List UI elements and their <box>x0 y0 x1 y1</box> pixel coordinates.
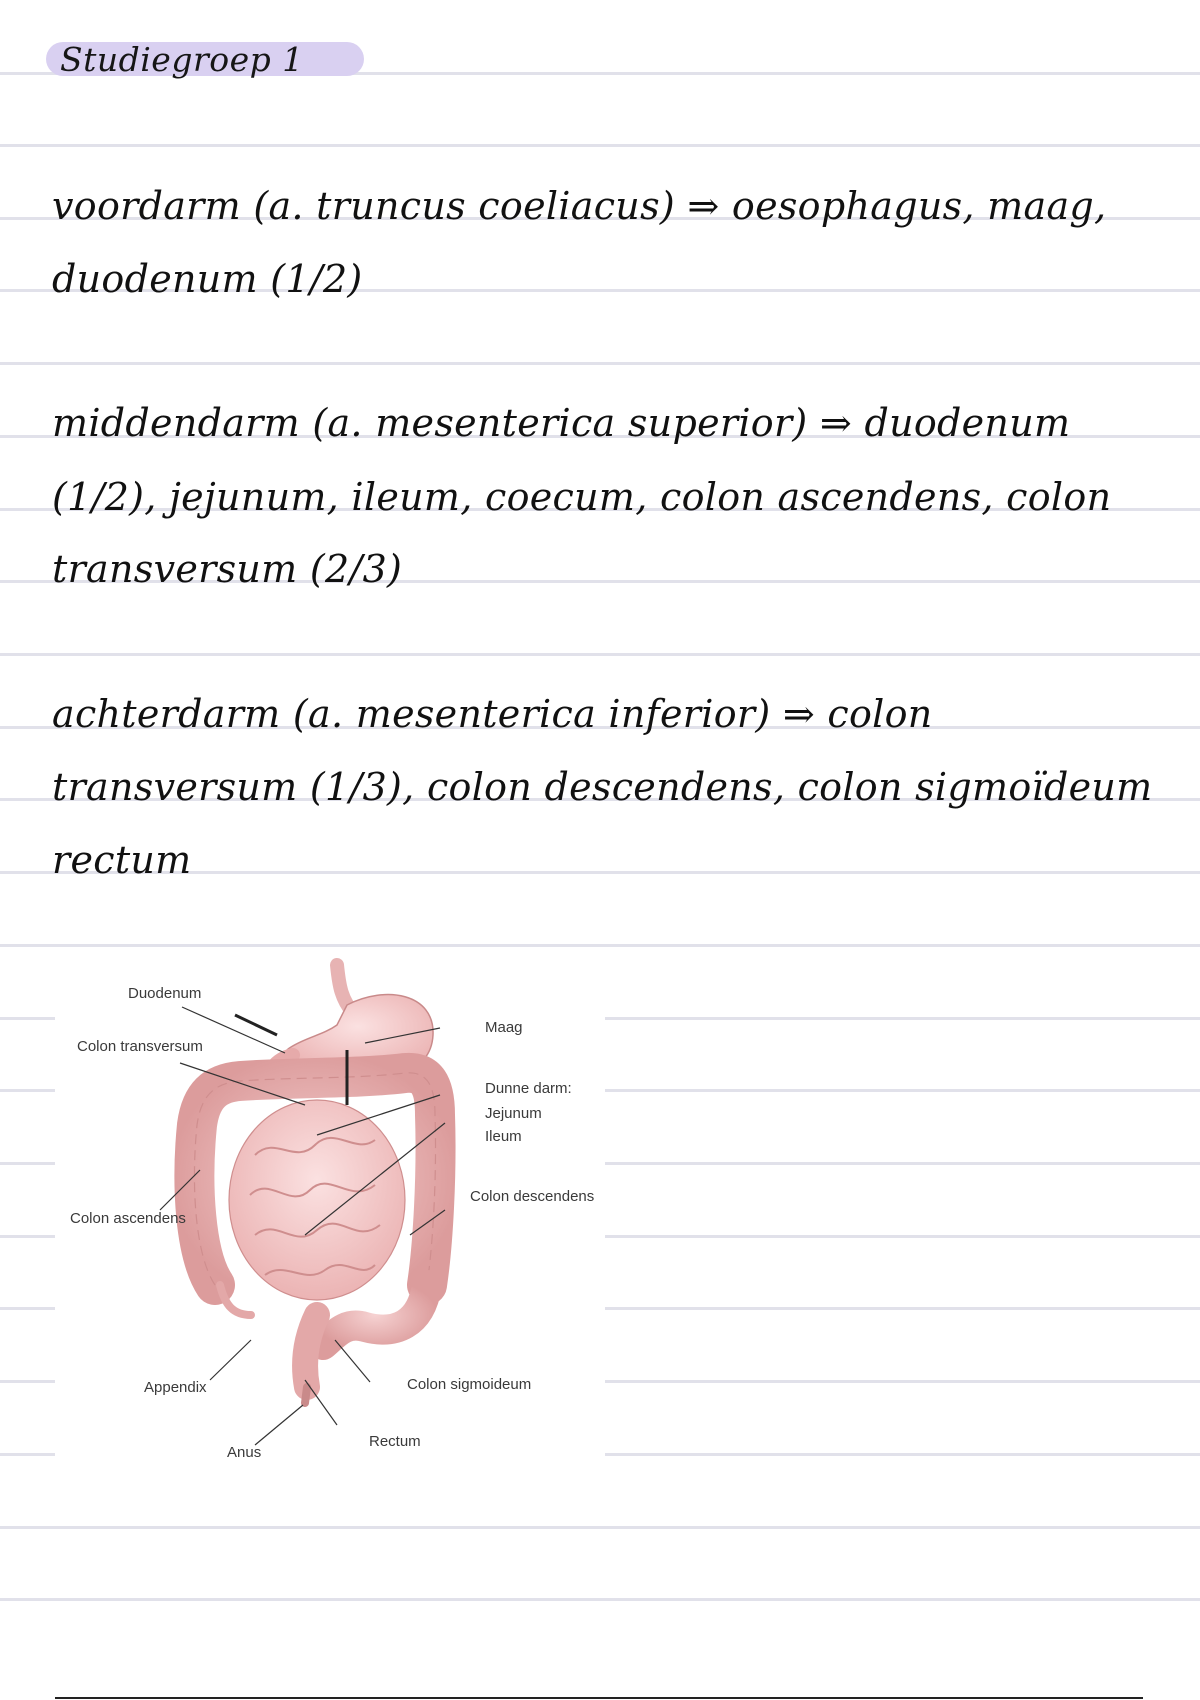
note-line: transversum (1/3), colon descendens, colon sigmoïdeum <box>52 765 1153 809</box>
ruled-line <box>0 653 1200 656</box>
diagram-label-dunne-darm: Dunne darm: <box>485 1080 572 1097</box>
ruled-line <box>0 1598 1200 1601</box>
digestive-tract-figure <box>55 955 605 1475</box>
diagram-label-colon-descendens: Colon descendens <box>470 1188 595 1205</box>
ruled-line <box>0 1526 1200 1529</box>
note-line: duodenum (1/2) <box>52 257 363 301</box>
note-line: rectum <box>52 838 192 882</box>
diagram-label-rectum: Rectum <box>369 1433 421 1450</box>
diagram-label-colon-sigmoideum: Colon sigmoideum <box>407 1376 532 1393</box>
page-title: Studiegroep 1 <box>60 40 304 79</box>
diagram-label-anus: Anus <box>227 1444 262 1461</box>
ruled-line <box>0 944 1200 947</box>
note-line: voordarm (a. truncus coeliacus) ⇒ oesophagus, maag, <box>52 184 1107 228</box>
note-line: transversum (2/3) <box>52 547 403 591</box>
note-line: (1/2), jejunum, ileum, coecum, colon ascendens, colon <box>52 475 1112 519</box>
bottom-divider <box>55 1697 1143 1699</box>
ruled-line <box>0 144 1200 147</box>
ruled-line <box>0 362 1200 365</box>
diagram-label-colon-transversum: Colon transversum <box>77 1038 203 1055</box>
diagram-label-ileum: Ileum <box>485 1128 522 1145</box>
diagram-label-duodenum: Duodenum <box>128 985 202 1002</box>
diagram-label-colon-ascendens: Colon ascendens <box>70 1210 186 1227</box>
diagram-label-appendix: Appendix <box>144 1379 207 1396</box>
diagram-label-jejunum: Jejunum <box>485 1105 542 1122</box>
note-line: achterdarm (a. mesenterica inferior) ⇒ colon <box>52 692 933 736</box>
title-block <box>46 40 304 80</box>
diagram-label-maag: Maag <box>485 1019 523 1036</box>
note-line: middendarm (a. mesenterica superior) ⇒ duodenum <box>52 401 1071 445</box>
